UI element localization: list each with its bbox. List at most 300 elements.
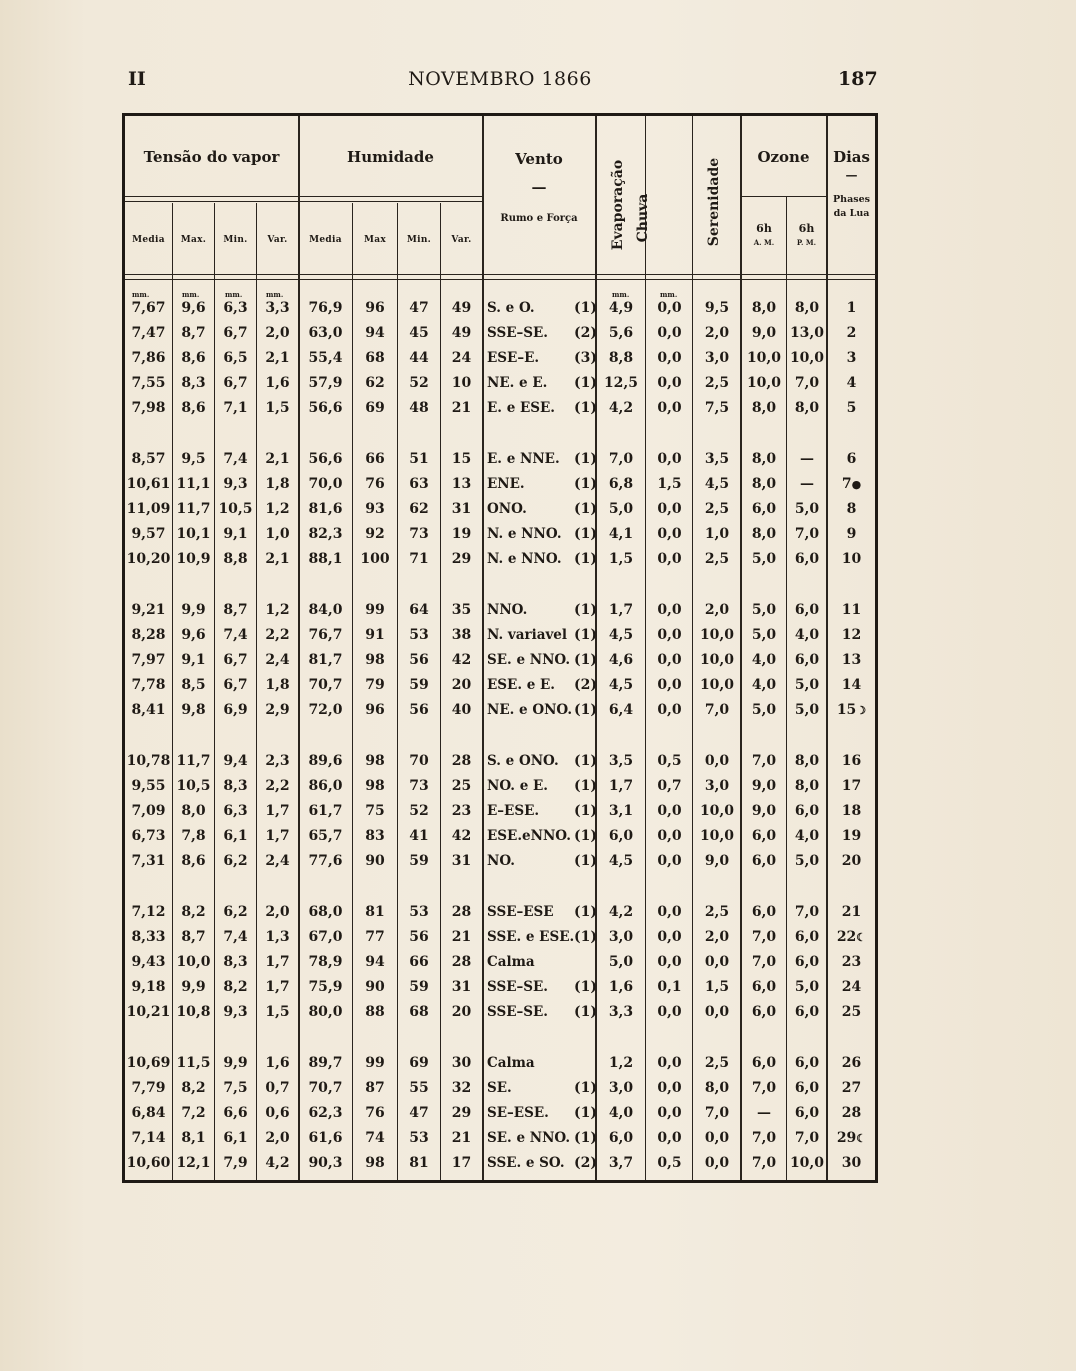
cell-tx: 8,1 [181,1130,206,1146]
cell-o1: 6,0 [751,1004,777,1020]
cell-se: 7,0 [704,1105,730,1121]
cell-hn: 69 [409,1055,429,1071]
cell-hv: 28 [451,753,472,769]
cell-hn: 41 [409,828,429,844]
cell-wind-force: (1) [574,753,597,769]
cell-wind-direction: SE. e NNO. [487,652,571,668]
day-number: 19 [841,828,862,844]
cell-se: 3,0 [704,778,730,794]
cell-tn: 6,3 [223,300,248,316]
cell-ch: 0,0 [657,828,682,844]
cell-day [827,1151,876,1175]
unit-mm: mm. [225,290,243,299]
cell-day [827,371,876,395]
cell-tv: 3,3 [265,300,290,316]
cell-hn: 63 [409,476,429,492]
rule-under-ozone [741,196,826,197]
cell-day [827,598,876,622]
cell-tx: 10,5 [176,778,211,794]
table-row [125,774,876,798]
cell-hn: 73 [409,526,429,542]
day-number: 17 [841,778,862,794]
cell-wind-force: (3) [574,350,597,366]
cell-tv: 1,2 [265,501,290,517]
cell-se: 4,5 [704,476,730,492]
cell-tn: 6,1 [223,828,248,844]
cell-hm: 89,6 [308,753,343,769]
cell-tv: 1,5 [265,400,290,416]
header-vento-sub: Rumo e Força [500,213,578,224]
cell-wind-force: (1) [574,803,597,819]
cell-wind-force: (1) [574,828,597,844]
cell-tm: 7,09 [131,803,166,819]
cell-hx: 74 [365,1130,385,1146]
cell-ch: 0,0 [657,1004,682,1020]
cell-tn: 9,4 [223,753,248,769]
day-number: 16 [841,753,862,769]
cell-hv: 24 [451,350,472,366]
cell-day [827,673,876,697]
cell-wind-direction: ESE.eNNO. [487,828,571,844]
cell-hm: 84,0 [308,602,343,618]
cell-tv: 2,0 [265,1130,290,1146]
cell-tm: 7,67 [131,300,166,316]
cell-hn: 53 [409,627,429,643]
cell-wind-force: (1) [574,1105,597,1121]
cell-hv: 23 [451,803,472,819]
cell-hm: 81,6 [308,501,343,517]
cell-tv: 0,6 [265,1105,290,1121]
moon-phase-icon: ☾ [856,1132,867,1145]
cell-ev: 1,5 [608,551,634,567]
rule-header-bottom [125,274,876,280]
cell-tm: 10,78 [126,753,171,769]
header-ozone-6pm: 6h [798,222,815,235]
cell-tm: 10,69 [126,1055,171,1071]
cell-wind-direction: NE. e E. [487,375,548,391]
cell-tn: 7,4 [223,929,248,945]
cell-hn: 64 [409,602,429,618]
day-number: 24 [841,979,862,995]
cell-hm: 70,7 [308,677,343,693]
cell-tx: 11,5 [176,1055,211,1071]
cell-o1: 5,0 [751,602,777,618]
cell-o1: 9,0 [751,778,777,794]
cell-se: 9,5 [704,300,730,316]
cell-tx: 9,9 [181,979,206,995]
cell-o1: 9,0 [751,803,777,819]
cell-wind-force: (1) [574,1130,597,1146]
cell-hn: 71 [409,551,429,567]
cell-hn: 73 [409,778,429,794]
cell-wind-direction: S. e O. [487,300,535,316]
cell-hx: 100 [360,551,390,567]
header-chuva: Chuva [635,193,651,243]
cell-o1: 7,0 [751,929,777,945]
cell-tn: 6,7 [223,677,248,693]
cell-o1: 9,0 [751,325,777,341]
table-row [125,346,876,370]
cell-day [827,824,876,848]
cell-tv: 2,0 [265,325,290,341]
cell-tn: 6,3 [223,803,248,819]
rule-under-tensao [125,196,298,202]
table-row [125,925,876,949]
table-row [125,1051,876,1075]
cell-tx: 9,9 [181,602,206,618]
day-number: 29 [836,1130,857,1146]
cell-hv: 29 [451,551,472,567]
cell-hx: 92 [365,526,385,542]
cell-ch: 0,0 [657,451,682,467]
cell-o2: — [800,476,814,492]
cell-hm: 88,1 [308,551,343,567]
header-humidade: Humidade [347,148,434,166]
cell-o2: 6,0 [794,803,820,819]
cell-tx: 10,9 [176,551,211,567]
cell-tv: 1,7 [265,803,290,819]
moon-phase-icon: ● [851,478,862,491]
cell-o1: 10,0 [746,350,782,366]
cell-tm: 7,55 [131,375,166,391]
cell-hv: 20 [451,677,472,693]
cell-day [827,1000,876,1024]
cell-tm: 7,78 [131,677,166,693]
day-number: 23 [841,954,862,970]
cell-tm: 9,55 [131,778,166,794]
day-number: 6 [846,451,857,467]
cell-o2: 6,0 [794,1055,820,1071]
cell-day [827,321,876,345]
cell-wind-force: (1) [574,451,597,467]
cell-o1: 5,0 [751,627,777,643]
cell-hm: 70,7 [308,1080,343,1096]
cell-tx: 7,8 [181,828,206,844]
cell-hm: 77,6 [308,853,343,869]
cell-ch: 0,5 [657,1155,682,1171]
cell-se: 10,0 [699,828,735,844]
cell-wind-direction: ENE. [487,476,525,492]
cell-ev: 1,7 [608,602,634,618]
cell-wind-force: (1) [574,501,597,517]
cell-tv: 1,5 [265,1004,290,1020]
cell-hn: 59 [409,853,429,869]
cell-wind-force: (1) [574,476,597,492]
cell-hx: 90 [365,853,385,869]
cell-se: 3,0 [704,350,730,366]
cell-o1: 6,0 [751,904,777,920]
cell-wind-force: (1) [574,853,597,869]
cell-ev: 3,0 [608,1080,634,1096]
cell-se: 0,0 [704,1130,730,1146]
cell-wind-force: (1) [574,400,597,416]
day-number: 25 [841,1004,862,1020]
header-ozone-am: A. M. [753,238,775,247]
cell-o1: 4,0 [751,652,777,668]
day-number: 9 [846,526,857,542]
cell-day [827,698,876,722]
cell-hn: 81 [409,1155,429,1171]
table-row [125,547,876,571]
header-ozone: Ozone [757,148,810,166]
cell-tv: 1,7 [265,828,290,844]
cell-ch: 0,0 [657,1130,682,1146]
cell-hv: 15 [451,451,472,467]
header-hum-var: Var. [451,235,472,245]
cell-hv: 17 [451,1155,472,1171]
cell-hx: 90 [365,979,385,995]
cell-hx: 76 [365,476,385,492]
cell-o1: — [757,1105,771,1121]
cell-day [827,1051,876,1075]
unit-mm: mm. [266,290,284,299]
cell-hm: 61,6 [308,1130,343,1146]
cell-tn: 8,3 [223,778,248,794]
cell-hm: 90,3 [308,1155,343,1171]
cell-o2: 8,0 [794,400,820,416]
cell-ch: 1,5 [657,476,682,492]
day-number: 15 [836,702,857,718]
cell-o1: 7,0 [751,1130,777,1146]
cell-tm: 10,21 [126,1004,171,1020]
header-ozone-6am: 6h [756,222,772,235]
day-number: 11 [841,602,862,618]
cell-hv: 21 [451,929,472,945]
cell-tv: 2,4 [265,652,290,668]
cell-ch: 0,0 [657,325,682,341]
cell-ev: 1,7 [608,778,634,794]
header-tensao-min: Min. [223,235,248,245]
cell-tv: 0,7 [265,1080,290,1096]
cell-tx: 7,2 [181,1105,206,1121]
cell-wind-force: (1) [574,979,597,995]
cell-tm: 7,86 [131,350,166,366]
cell-hx: 68 [365,350,385,366]
cell-day [827,1126,876,1150]
cell-hx: 87 [365,1080,385,1096]
day-number: 5 [846,400,857,416]
cell-ev: 4,1 [608,526,634,542]
cell-ch: 0,7 [657,778,682,794]
header-vento-dash: — [531,178,547,196]
cell-o1: 8,0 [751,526,777,542]
cell-hm: 72,0 [308,702,343,718]
header-hum-media: Media [309,235,342,245]
cell-hv: 25 [451,778,472,794]
day-number: 8 [846,501,857,517]
cell-tv: 1,7 [265,979,290,995]
cell-hv: 28 [451,954,472,970]
cell-tm: 8,33 [131,929,166,945]
cell-tn: 7,4 [223,451,248,467]
cell-tm: 7,47 [131,325,166,341]
cell-o1: 7,0 [751,753,777,769]
cell-tm: 7,14 [131,1130,166,1146]
cell-hv: 32 [451,1080,472,1096]
cell-tm: 8,28 [131,627,166,643]
cell-hv: 49 [451,325,472,341]
cell-hm: 78,9 [308,954,343,970]
cell-hv: 20 [451,1004,472,1020]
cell-wind-force: (1) [574,778,597,794]
cell-wind-direction: SE. e NNO. [487,1130,571,1146]
cell-tn: 6,5 [223,350,248,366]
moon-phase-icon: ☾ [856,931,867,944]
cell-tx: 9,1 [181,652,206,668]
cell-tm: 7,31 [131,853,166,869]
cell-o1: 6,0 [751,501,777,517]
cell-tx: 8,2 [181,1080,206,1096]
cell-wind-direction: S. e ONO. [487,753,559,769]
cell-hx: 88 [365,1004,385,1020]
cell-wind-force: (1) [574,702,597,718]
cell-tv: 2,2 [265,627,290,643]
cell-day [827,522,876,546]
header-hum-min: Min. [406,235,432,245]
cell-tm: 7,97 [131,652,166,668]
cell-hn: 62 [409,501,429,517]
cell-ch: 0,0 [657,602,682,618]
cell-ch: 0,0 [657,400,682,416]
cell-se: 2,0 [704,602,730,618]
cell-o1: 7,0 [751,954,777,970]
cell-tv: 1,3 [265,929,290,945]
cell-hx: 98 [365,1155,385,1171]
cell-se: 2,5 [704,551,730,567]
cell-tn: 8,3 [223,954,248,970]
rule-under-humidade [299,196,482,202]
unit-mm: mm. [660,290,678,299]
cell-tm: 8,57 [131,451,166,467]
cell-hx: 96 [365,300,385,316]
cell-se: 0,0 [704,1004,730,1020]
cell-hm: 63,0 [308,325,343,341]
cell-ev: 3,3 [608,1004,634,1020]
cell-tn: 8,2 [223,979,248,995]
cell-tv: 1,2 [265,602,290,618]
cell-se: 10,0 [699,627,735,643]
cell-wind-direction: N. variavel [487,627,568,643]
table-row [125,824,876,848]
cell-wind-force: (1) [574,300,597,316]
cell-day [827,849,876,873]
cell-wind-force: (1) [574,652,597,668]
cell-tv: 1,6 [265,1055,290,1071]
cell-o1: 6,0 [751,828,777,844]
cell-tm: 9,18 [131,979,166,995]
cell-wind-direction: E. e NNE. [487,451,560,467]
cell-hx: 79 [365,677,385,693]
cell-hx: 75 [365,803,385,819]
cell-hm: 80,0 [308,1004,343,1020]
cell-hx: 77 [365,929,385,945]
cell-wind-force: (1) [574,551,597,567]
cell-tn: 6,7 [223,375,248,391]
cell-day [827,472,876,496]
table-row [125,497,876,521]
cell-wind-direction: SSE–SE. [487,1004,548,1020]
cell-o2: 6,0 [794,1105,820,1121]
cell-hx: 93 [365,501,385,517]
cell-o2: 7,0 [794,526,820,542]
cell-se: 1,0 [704,526,730,542]
cell-day [827,1101,876,1125]
cell-o1: 7,0 [751,1080,777,1096]
header-tensao-max: Max. [180,235,207,245]
header-tensao-var: Var. [267,235,288,245]
cell-se: 10,0 [699,652,735,668]
cell-hm: 56,6 [308,451,343,467]
cell-tm: 7,79 [131,1080,166,1096]
day-number: 3 [846,350,857,366]
cell-wind-direction: Calma [487,1055,535,1071]
cell-hn: 45 [409,325,429,341]
header-hum-max: Max [363,235,387,245]
cell-wind-force: (1) [574,929,597,945]
cell-wind-direction: SE. [487,1080,512,1096]
table-row [125,1126,876,1150]
cell-hm: 86,0 [308,778,343,794]
day-number: 1 [846,300,857,316]
cell-tn: 9,9 [223,1055,248,1071]
cell-o1: 6,0 [751,1055,777,1071]
cell-wind-direction: ESE–E. [487,350,540,366]
cell-hv: 40 [451,702,472,718]
cell-day [827,749,876,773]
cell-tx: 9,8 [181,702,206,718]
day-number: 20 [841,853,862,869]
header-dias-sub: Phases da Lua [833,194,870,219]
cell-tx: 9,6 [181,300,206,316]
cell-wind-force: (1) [574,904,597,920]
cell-day [827,296,876,320]
cell-o2: 6,0 [794,1080,820,1096]
cell-hm: 76,9 [308,300,343,316]
cell-tv: 2,1 [265,551,290,567]
cell-hm: 57,9 [308,375,343,391]
cell-ev: 4,2 [608,904,634,920]
table-row [125,1076,876,1100]
cell-hn: 47 [409,1105,429,1121]
cell-ch: 0,0 [657,551,682,567]
cell-tn: 10,5 [218,501,253,517]
cell-hx: 76 [365,1105,385,1121]
day-number: 18 [841,803,862,819]
cell-wind-force: (2) [574,677,597,693]
unit-mm: mm. [612,290,630,299]
header-ozone-pm: P. M. [796,238,817,247]
table-row [125,623,876,647]
cell-ch: 0,0 [657,954,682,970]
cell-tm: 9,43 [131,954,166,970]
cell-ev: 6,8 [608,476,634,492]
cell-hv: 31 [451,853,472,869]
cell-tx: 8,6 [181,400,206,416]
cell-hv: 49 [451,300,472,316]
cell-hm: 67,0 [308,929,343,945]
table-row [125,950,876,974]
cell-ev: 3,5 [608,753,634,769]
cell-tx: 11,1 [176,476,211,492]
cell-tn: 6,7 [223,325,248,341]
cell-hx: 83 [365,828,385,844]
cell-o1: 5,0 [751,551,777,567]
cell-tm: 6,84 [131,1105,166,1121]
table-row [125,321,876,345]
cell-tn: 8,7 [223,602,248,618]
table-row [125,799,876,823]
cell-o1: 8,0 [751,400,777,416]
